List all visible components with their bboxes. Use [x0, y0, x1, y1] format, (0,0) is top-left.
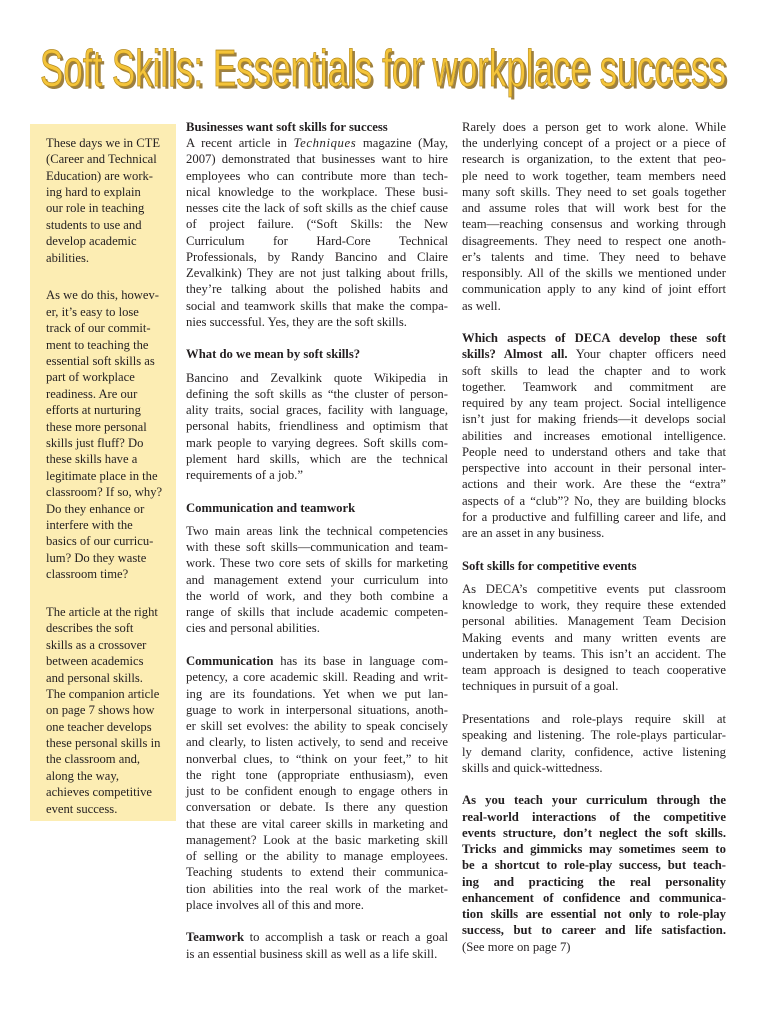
text-line: one teacher develops [46, 719, 152, 734]
text-line: nesses cite the lack of soft skills as the chief cause [186, 201, 448, 216]
article-column-right [462, 119, 726, 971]
text-line: as well. [462, 298, 501, 313]
text-line: together. Teamwork and commitment are [462, 379, 726, 394]
text-line: soft skills to lead the chapter and to work [462, 363, 726, 378]
text-line: for a productive and fulfilling career and life, and [462, 509, 726, 524]
text-line: describes the soft [46, 621, 134, 636]
text-line: students to use and [46, 217, 142, 232]
text-line: employees who can contribute more than tech- [186, 168, 448, 183]
text-line [462, 346, 726, 362]
text-line: undertaken by teams. This isn’t an accident. The [462, 646, 726, 661]
text-line: with these soft skills—communication and team- [186, 540, 448, 555]
text-line: er skill set evolves: the ability to speak concisely [186, 719, 448, 734]
text-line: ality traits, social graces, facility with language, [186, 403, 448, 418]
text-line: guage to work in interpersonal situations, anoth- [186, 702, 448, 717]
section-heading: Soft skills for competitive events [462, 558, 637, 573]
text-line: ing hard to explain [46, 184, 141, 199]
text-line: defining the soft skills as “the cluster of person- [186, 386, 448, 401]
text-line: that these are vital career skills in marketing and [186, 816, 448, 831]
text-line: As you teach your curriculum through the [462, 793, 726, 808]
text-line: requirements of a job.” [186, 468, 303, 483]
text-line: (Career and Technical [46, 152, 157, 167]
text-line: many soft skills. They need to set goals together [462, 184, 726, 199]
section-heading: Communication and teamwork [186, 500, 356, 515]
text-line: and personal skills. [46, 670, 143, 685]
text-line: these skills have a [46, 452, 138, 467]
article-paragraph [186, 135, 448, 330]
text-line: and clearly, to listen actively, to send and receive [186, 735, 448, 750]
article-column-middle [186, 119, 448, 978]
sidebar-paragraph [46, 287, 172, 582]
text-line: be a shortcut to role-play success, but teach- [462, 858, 726, 873]
section-heading: Businesses want soft skills for success [186, 119, 388, 134]
text-line: and assume roles that will work best for the [462, 201, 726, 216]
text-line: work. These two core sets of skills for marketing [186, 556, 448, 571]
article-paragraph [186, 523, 448, 637]
text-line: our role in teaching [46, 201, 145, 216]
text-line: the underlying concept of a project or a piece of [462, 136, 726, 151]
text-line: ing and practicing the real personality [462, 874, 726, 889]
bold-text: Communication [186, 654, 274, 669]
text-line: knowledge to work, they require these extended [462, 598, 726, 613]
text-line: social and teamwork skills that make the compa- [186, 298, 448, 313]
text-line: success, but to career and life satisfaction. [462, 923, 726, 938]
text-line: personal habits, friendliness and optimism that [186, 419, 448, 434]
text-line: readiness. Are our [46, 386, 138, 401]
text-line: skills just fluff? Do [46, 435, 144, 450]
text-line: isn’t just for making friends—it develops social [462, 412, 726, 427]
text-line: the right tone (appropriate enthusiasm), even [186, 767, 448, 782]
text-line: conversation or debate. Is there any question [186, 800, 448, 815]
text-line: Rarely does a person get to work alone. While [462, 119, 726, 134]
text-run: magazine (May, [356, 136, 449, 151]
text-line: cies and personal abilities. [186, 621, 320, 636]
article-paragraph [462, 119, 726, 314]
text-line: 2007) demonstrated that businesses want to hire [186, 152, 448, 167]
text-line: enhancement of confidence and communica- [462, 890, 726, 905]
text-line: event success. [46, 801, 118, 816]
article-paragraph [462, 792, 726, 955]
section-heading: What do we mean by soft skills? [186, 347, 361, 362]
text-line: are an asset in any business. [462, 526, 605, 541]
text-line: skills as a crossover [46, 637, 147, 652]
article-paragraph [186, 653, 448, 913]
text-line: range of skills that include academic competen- [186, 605, 448, 620]
text-line: er, it’s easy to lose [46, 304, 139, 319]
text-line: tion abilities into the real work of the market- [186, 881, 448, 896]
regular-text: (See more on page 7) [462, 939, 571, 954]
italic-text: Techniques [293, 136, 357, 151]
text-line: the world of work, and they both combine a [186, 588, 448, 603]
text-line: abilities. [46, 250, 90, 265]
text-line: Teaching students to extend their communica- [186, 865, 448, 880]
text-line: The article at the right [46, 604, 158, 619]
text-line: perspective into account in their personal inter- [462, 461, 726, 476]
text-line: team—reaching consensus and working through [462, 217, 726, 232]
text-line: mark people to varying degrees. Soft skills com- [186, 435, 448, 450]
text-line: Education) are work- [46, 168, 153, 183]
text-line: of project failure. (“Soft Skills: the New [186, 217, 448, 232]
text-line: As DECA’s competitive events put classroom [462, 581, 726, 596]
text-line: nonverbal clues, to “think on your feet,” to hit [186, 751, 448, 766]
text-line: techniques in pursuit of a goal. [462, 679, 619, 694]
text-line: they’re talking about the polished habits and [186, 282, 448, 297]
text-line [462, 330, 726, 346]
bold-text: Teamwork [186, 930, 245, 945]
text-line: Do they enhance or [46, 501, 145, 516]
text-line: classroom? If so, why? [46, 485, 163, 500]
text-line: ment to teaching the [46, 337, 149, 352]
text-line: place involves all of this and more. [186, 897, 364, 912]
text-line: required by any team project. Social intelligence [462, 396, 726, 411]
article-paragraph [462, 330, 726, 541]
text-line: disagreements. They need to respect one anoth- [462, 233, 726, 248]
bold-text: Which aspects of DECA develop these soft [462, 331, 726, 346]
text-line: nical knowledge to the workplace. These busi- [186, 184, 448, 199]
text-line: Zevalkink) They are not just talking about frills, [186, 266, 448, 281]
text-line: actions and their work. Are these the “extra” [462, 477, 726, 492]
article-paragraph [186, 929, 448, 962]
text-line: Two main areas link the technical competencies [186, 523, 448, 538]
text-line: just to be confident enough to engage others in [186, 784, 448, 799]
text-line: these personal skills in [46, 736, 161, 751]
bold-text: skills? Almost all. [462, 347, 568, 362]
text-line [186, 653, 448, 669]
text-line: along the way, [46, 768, 119, 783]
text-line: ly demand clarity, confidence, active listening [462, 744, 726, 759]
text-line: and management extend your curriculum into [186, 572, 448, 587]
article-paragraph [186, 370, 448, 484]
text-line: legitimate place in the [46, 468, 158, 483]
text-line: efforts at nurturing [46, 403, 141, 418]
text-line: achieves competitive [46, 785, 152, 800]
text-run: to accomplish a task or reach a goal [244, 930, 448, 945]
text-line: events structure, don’t neglect the soft skills. [462, 825, 726, 840]
text-line: classroom time? [46, 567, 129, 582]
article-paragraph [462, 711, 726, 776]
text-line: The companion article [46, 686, 160, 701]
text-line: communication apply to any kind of joint effort [462, 282, 726, 297]
text-line [462, 939, 726, 955]
text-line: real-world interactions of the competitive [462, 809, 726, 824]
text-line [186, 135, 448, 151]
text-line: interfere with the [46, 517, 133, 532]
text-line: ple need to work together, team members need [462, 168, 726, 183]
text-line: plement hard skills, which are the technical [186, 451, 448, 466]
text-line: of selling or the ability to manage employees. [186, 849, 448, 864]
text-line: on page 7 shows how [46, 703, 155, 718]
page-title [0, 0, 768, 110]
text-line: As we do this, howev- [46, 288, 159, 303]
text-line: between academics [46, 654, 144, 669]
text-line: Curriculum for Hard-Core Technical [186, 233, 448, 248]
text-line: skills and quick-wittedness. [462, 760, 603, 775]
text-line: basics of our curricu- [46, 534, 154, 549]
text-line: ing are its foundations. Yet when we put lan- [186, 686, 448, 701]
text-line: research is organization, to the extent that peo- [462, 152, 726, 167]
text-line: part of workplace [46, 370, 135, 385]
article-paragraph [462, 581, 726, 695]
sidebar-paragraph [46, 604, 172, 817]
text-line: personal abilities. Management Team Decision [462, 614, 726, 629]
text-line: nies successful. Yes, they are the soft skills. [186, 314, 407, 329]
text-run: A recent article in [186, 136, 294, 151]
text-run: Your chapter officers need [567, 347, 726, 362]
text-line: People need to understand others and take that [462, 444, 726, 459]
text-line: Professionals, by Randy Bancino and Claire [186, 249, 448, 264]
text-line [186, 929, 448, 945]
text-line: essential soft skills as [46, 353, 155, 368]
text-line: is an essential business skill as well as a life skill. [186, 946, 438, 961]
intro-sidebar [30, 124, 176, 821]
text-line: these more personal [46, 419, 147, 434]
text-line: tion skills are essential not only to role-play [462, 907, 726, 922]
text-line: management? Look at the basic marketing skill [186, 832, 448, 847]
text-line: aspects of a “club”? No, they are building blocks [462, 493, 726, 508]
page-title-text: Soft Skills: Essentials for workplace success [40, 40, 726, 98]
text-line: track of our commit- [46, 321, 151, 336]
text-run: has its base in language com- [273, 654, 448, 669]
text-line: er’s talents and time. They need to behave [462, 249, 726, 264]
text-line: lum? Do they waste [46, 550, 147, 565]
text-line: responsibly. All of the skills we mentioned under [462, 266, 726, 281]
text-line: abilities and increases emotional intelligence. [462, 428, 726, 443]
text-line: Presentations and role-plays require skill at [462, 712, 726, 727]
text-line: Bancino and Zevalkink quote Wikipedia in [186, 370, 448, 385]
text-line: team approach is designed to teach cooperative [462, 663, 726, 678]
page-title-shadow: Soft Skills: Essentials for workplace success [42, 42, 729, 101]
text-line: petency, a core academic skill. Reading and writ- [186, 670, 448, 685]
text-line: Tricks and gimmicks may sometimes seem to [462, 842, 726, 857]
text-line: Making events and many written events are [462, 630, 726, 645]
text-line: develop academic [46, 234, 137, 249]
text-line: These days we in CTE [46, 135, 161, 150]
text-line: the classroom and, [46, 752, 141, 767]
sidebar-paragraph [46, 135, 172, 266]
text-line: speaking and listening. The role-plays particular- [462, 728, 726, 743]
